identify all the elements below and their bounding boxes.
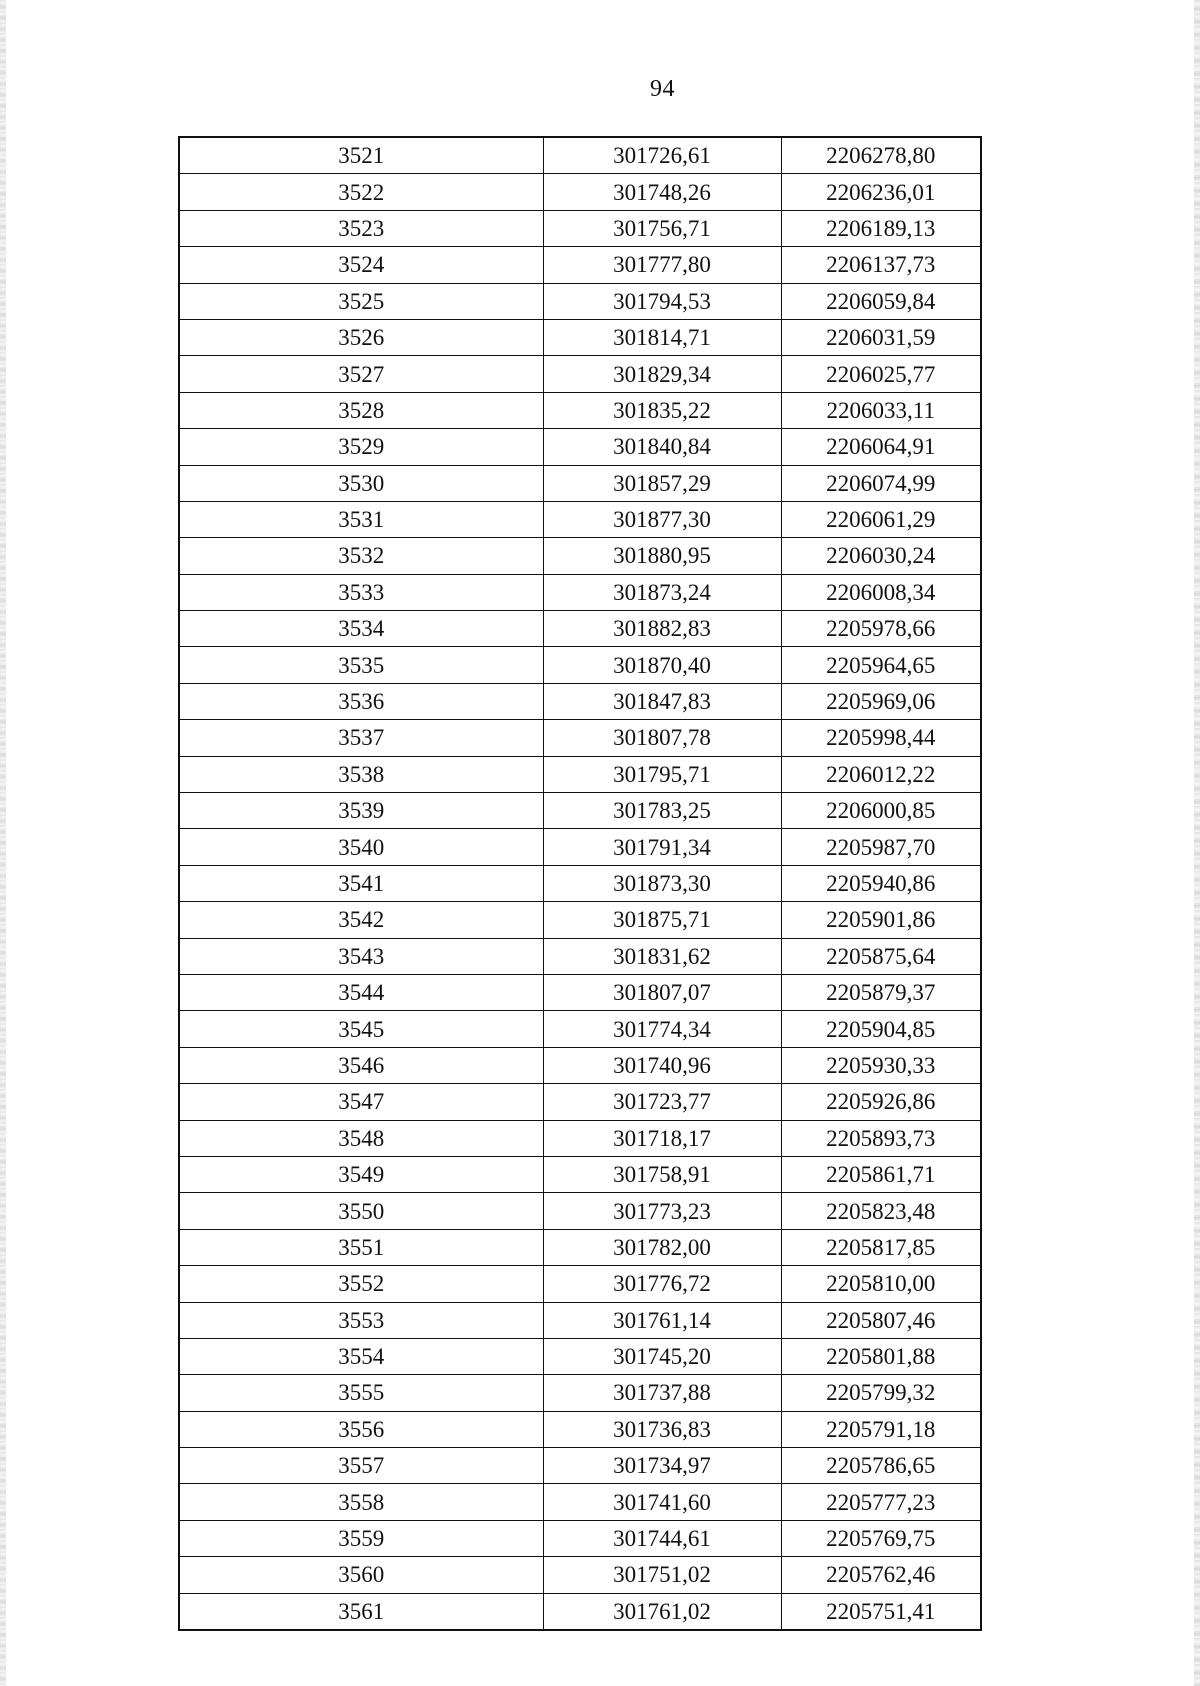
- x-coordinate-cell: 301761,02: [543, 1593, 781, 1630]
- y-coordinate-cell: 2205940,86: [781, 865, 981, 901]
- y-coordinate-cell: 2205879,37: [781, 974, 981, 1010]
- y-coordinate-cell: 2206008,34: [781, 574, 981, 610]
- x-coordinate-cell: 301875,71: [543, 902, 781, 938]
- point-number-cell: 3523: [179, 210, 543, 246]
- x-coordinate-cell: 301831,62: [543, 938, 781, 974]
- point-number-cell: 3549: [179, 1156, 543, 1192]
- table-row: [179, 319, 981, 355]
- x-coordinate-cell: 301873,30: [543, 865, 781, 901]
- table-row: [179, 574, 981, 610]
- y-coordinate-cell: 2205969,06: [781, 683, 981, 719]
- y-coordinate-cell: 2205817,85: [781, 1229, 981, 1265]
- table-row: [179, 1448, 981, 1484]
- point-number-cell: 3557: [179, 1448, 543, 1484]
- x-coordinate-cell: 301734,97: [543, 1448, 781, 1484]
- table-row: [179, 1011, 981, 1047]
- x-coordinate-cell: 301756,71: [543, 210, 781, 246]
- table-row: [179, 283, 981, 319]
- y-coordinate-cell: 2206064,91: [781, 429, 981, 465]
- y-coordinate-cell: 2205807,46: [781, 1302, 981, 1338]
- point-number-cell: 3533: [179, 574, 543, 610]
- table-row: [179, 974, 981, 1010]
- y-coordinate-cell: 2206278,80: [781, 137, 981, 174]
- x-coordinate-cell: 301835,22: [543, 392, 781, 428]
- y-coordinate-cell: 2205904,85: [781, 1011, 981, 1047]
- y-coordinate-cell: 2205801,88: [781, 1338, 981, 1374]
- x-coordinate-cell: 301777,80: [543, 247, 781, 283]
- y-coordinate-cell: 2206031,59: [781, 319, 981, 355]
- x-coordinate-cell: 301751,02: [543, 1557, 781, 1593]
- x-coordinate-cell: 301795,71: [543, 756, 781, 792]
- y-coordinate-cell: 2205769,75: [781, 1520, 981, 1556]
- point-number-cell: 3530: [179, 465, 543, 501]
- table-row: [179, 1338, 981, 1374]
- table-row: [179, 720, 981, 756]
- point-number-cell: 3535: [179, 647, 543, 683]
- table-row: [179, 1484, 981, 1520]
- page-number: 94: [650, 76, 675, 102]
- point-number-cell: 3536: [179, 683, 543, 719]
- y-coordinate-cell: 2205810,00: [781, 1266, 981, 1302]
- y-coordinate-cell: 2206025,77: [781, 356, 981, 392]
- point-number-cell: 3552: [179, 1266, 543, 1302]
- y-coordinate-cell: 2206033,11: [781, 392, 981, 428]
- x-coordinate-cell: 301726,61: [543, 137, 781, 174]
- point-number-cell: 3542: [179, 902, 543, 938]
- y-coordinate-cell: 2205987,70: [781, 829, 981, 865]
- table-row: [179, 356, 981, 392]
- y-coordinate-cell: 2206000,85: [781, 793, 981, 829]
- y-coordinate-cell: 2205823,48: [781, 1193, 981, 1229]
- point-number-cell: 3544: [179, 974, 543, 1010]
- x-coordinate-cell: 301840,84: [543, 429, 781, 465]
- point-number-cell: 3545: [179, 1011, 543, 1047]
- table-row: [179, 865, 981, 901]
- point-number-cell: 3527: [179, 356, 543, 392]
- x-coordinate-cell: 301814,71: [543, 319, 781, 355]
- x-coordinate-cell: 301877,30: [543, 501, 781, 537]
- point-number-cell: 3522: [179, 174, 543, 210]
- point-number-cell: 3554: [179, 1338, 543, 1374]
- point-number-cell: 3532: [179, 538, 543, 574]
- x-coordinate-cell: 301723,77: [543, 1084, 781, 1120]
- point-number-cell: 3525: [179, 283, 543, 319]
- table-row: [179, 1593, 981, 1630]
- x-coordinate-cell: 301782,00: [543, 1229, 781, 1265]
- y-coordinate-cell: 2206074,99: [781, 465, 981, 501]
- table-row: [179, 1557, 981, 1593]
- point-number-cell: 3546: [179, 1047, 543, 1083]
- y-coordinate-cell: 2206061,29: [781, 501, 981, 537]
- table-row: [179, 1193, 981, 1229]
- x-coordinate-cell: 301748,26: [543, 174, 781, 210]
- table-row: [179, 538, 981, 574]
- x-coordinate-cell: 301857,29: [543, 465, 781, 501]
- y-coordinate-cell: 2205893,73: [781, 1120, 981, 1156]
- x-coordinate-cell: 301783,25: [543, 793, 781, 829]
- point-number-cell: 3558: [179, 1484, 543, 1520]
- y-coordinate-cell: 2206137,73: [781, 247, 981, 283]
- point-number-cell: 3543: [179, 938, 543, 974]
- table-row: [179, 611, 981, 647]
- x-coordinate-cell: 301807,78: [543, 720, 781, 756]
- table-row: [179, 1229, 981, 1265]
- table-row: [179, 137, 981, 174]
- x-coordinate-cell: 301758,91: [543, 1156, 781, 1192]
- point-number-cell: 3529: [179, 429, 543, 465]
- x-coordinate-cell: 301736,83: [543, 1411, 781, 1447]
- x-coordinate-cell: 301776,72: [543, 1266, 781, 1302]
- table-row: [179, 210, 981, 246]
- y-coordinate-cell: 2205930,33: [781, 1047, 981, 1083]
- y-coordinate-cell: 2206189,13: [781, 210, 981, 246]
- table-row: [179, 938, 981, 974]
- table-row: [179, 683, 981, 719]
- y-coordinate-cell: 2205998,44: [781, 720, 981, 756]
- table-row: [179, 1375, 981, 1411]
- x-coordinate-cell: 301744,61: [543, 1520, 781, 1556]
- table-row: [179, 756, 981, 792]
- y-coordinate-cell: 2205861,71: [781, 1156, 981, 1192]
- table-row: [179, 392, 981, 428]
- x-coordinate-cell: 301737,88: [543, 1375, 781, 1411]
- point-number-cell: 3547: [179, 1084, 543, 1120]
- scan-edge-left: [0, 0, 6, 1686]
- point-number-cell: 3538: [179, 756, 543, 792]
- x-coordinate-cell: 301847,83: [543, 683, 781, 719]
- table-row: [179, 1302, 981, 1338]
- x-coordinate-cell: 301791,34: [543, 829, 781, 865]
- point-number-cell: 3548: [179, 1120, 543, 1156]
- coordinates-table-body: [179, 137, 981, 1630]
- x-coordinate-cell: 301745,20: [543, 1338, 781, 1374]
- y-coordinate-cell: 2205875,64: [781, 938, 981, 974]
- point-number-cell: 3560: [179, 1557, 543, 1593]
- table-row: [179, 1047, 981, 1083]
- y-coordinate-cell: 2206012,22: [781, 756, 981, 792]
- x-coordinate-cell: 301773,23: [543, 1193, 781, 1229]
- table-row: [179, 429, 981, 465]
- y-coordinate-cell: 2206059,84: [781, 283, 981, 319]
- table-row: [179, 1084, 981, 1120]
- point-number-cell: 3559: [179, 1520, 543, 1556]
- y-coordinate-cell: 2205799,32: [781, 1375, 981, 1411]
- point-number-cell: 3531: [179, 501, 543, 537]
- point-number-cell: 3534: [179, 611, 543, 647]
- y-coordinate-cell: 2205978,66: [781, 611, 981, 647]
- table-row: [179, 829, 981, 865]
- x-coordinate-cell: 301882,83: [543, 611, 781, 647]
- point-number-cell: 3561: [179, 1593, 543, 1630]
- y-coordinate-cell: 2205964,65: [781, 647, 981, 683]
- x-coordinate-cell: 301794,53: [543, 283, 781, 319]
- x-coordinate-cell: 301873,24: [543, 574, 781, 610]
- y-coordinate-cell: 2205777,23: [781, 1484, 981, 1520]
- table-row: [179, 247, 981, 283]
- table-row: [179, 174, 981, 210]
- y-coordinate-cell: 2205751,41: [781, 1593, 981, 1630]
- point-number-cell: 3540: [179, 829, 543, 865]
- x-coordinate-cell: 301870,40: [543, 647, 781, 683]
- y-coordinate-cell: 2205786,65: [781, 1448, 981, 1484]
- x-coordinate-cell: 301807,07: [543, 974, 781, 1010]
- point-number-cell: 3521: [179, 137, 543, 174]
- x-coordinate-cell: 301774,34: [543, 1011, 781, 1047]
- x-coordinate-cell: 301718,17: [543, 1120, 781, 1156]
- table-row: [179, 501, 981, 537]
- table-row: [179, 1266, 981, 1302]
- point-number-cell: 3550: [179, 1193, 543, 1229]
- point-number-cell: 3541: [179, 865, 543, 901]
- point-number-cell: 3556: [179, 1411, 543, 1447]
- point-number-cell: 3539: [179, 793, 543, 829]
- y-coordinate-cell: 2205901,86: [781, 902, 981, 938]
- point-number-cell: 3524: [179, 247, 543, 283]
- point-number-cell: 3526: [179, 319, 543, 355]
- table-row: [179, 1156, 981, 1192]
- x-coordinate-cell: 301880,95: [543, 538, 781, 574]
- point-number-cell: 3528: [179, 392, 543, 428]
- point-number-cell: 3537: [179, 720, 543, 756]
- table-row: [179, 1411, 981, 1447]
- x-coordinate-cell: 301829,34: [543, 356, 781, 392]
- table-row: [179, 793, 981, 829]
- point-number-cell: 3551: [179, 1229, 543, 1265]
- table-row: [179, 647, 981, 683]
- y-coordinate-cell: 2206236,01: [781, 174, 981, 210]
- coordinates-table: [178, 136, 982, 1631]
- table-row: [179, 902, 981, 938]
- y-coordinate-cell: 2206030,24: [781, 538, 981, 574]
- table-row: [179, 465, 981, 501]
- x-coordinate-cell: 301741,60: [543, 1484, 781, 1520]
- x-coordinate-cell: 301740,96: [543, 1047, 781, 1083]
- y-coordinate-cell: 2205762,46: [781, 1557, 981, 1593]
- scan-edge-right: [1194, 0, 1200, 1686]
- x-coordinate-cell: 301761,14: [543, 1302, 781, 1338]
- table-row: [179, 1120, 981, 1156]
- point-number-cell: 3553: [179, 1302, 543, 1338]
- y-coordinate-cell: 2205791,18: [781, 1411, 981, 1447]
- point-number-cell: 3555: [179, 1375, 543, 1411]
- table-row: [179, 1520, 981, 1556]
- y-coordinate-cell: 2205926,86: [781, 1084, 981, 1120]
